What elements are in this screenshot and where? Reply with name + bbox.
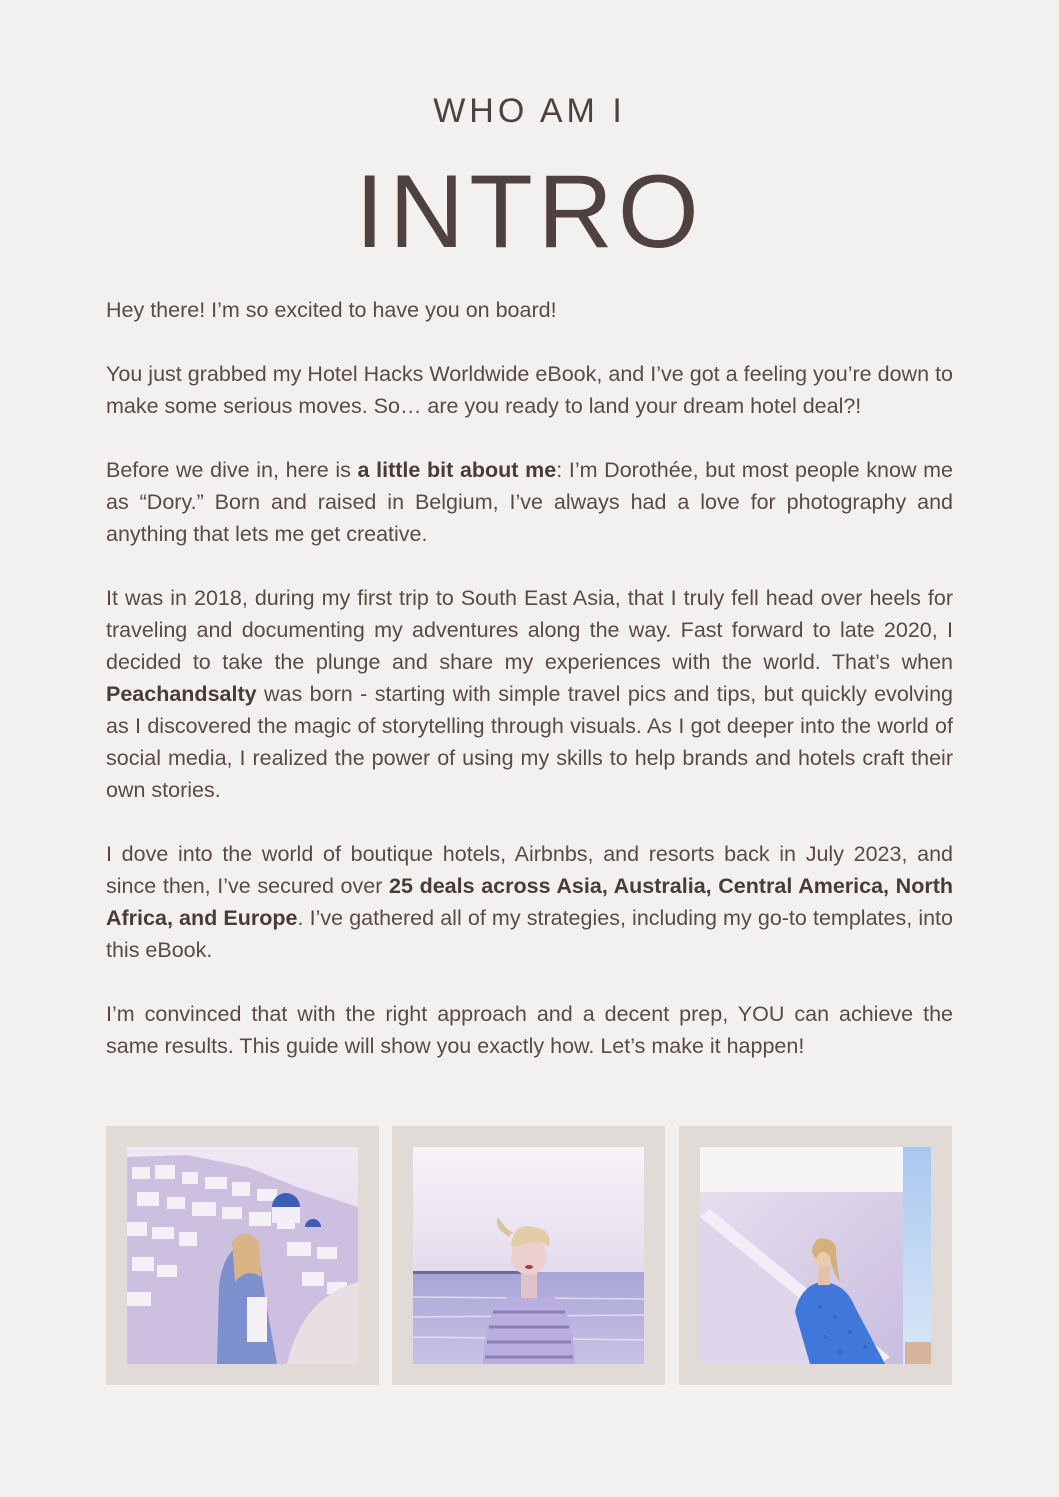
photo-frame-santorini [106,1126,379,1385]
bold-brand-name: Peachandsalty [106,682,257,706]
paragraph-ebook: You just grabbed my Hotel Hacks Worldwide eBook, and I’ve got a feeling you’re down to make some serious moves. So… are you ready to land your dream hotel deal?! [106,362,953,418]
photo-frame-beach [392,1126,665,1385]
photo-frame-white-wall [679,1126,952,1385]
paragraph-story: It was in 2018, during my first trip to South East Asia, that I truly fell head over heels for traveling and documenting my adventures along the way. Fast forward to late 2020, I decided to take the plunge and share my experiences with the world. That’s when Peachandsalty was born - starting with simple travel pics and tips, but quickly evolving as I discovered the magic of storytelling through visuals. As I got deeper into the world of social media, I realized the power of using my skills to help brands and hotels craft their own stories. [106,586,953,802]
section-kicker: WHO AM I [433,92,626,130]
paragraph-about-me: Before we dive in, here is a little bit about me: I’m Dorothée, but most people know me as “Dory.” Born and raised in Belgium, I’ve always had a love for photography and anything that lets me get creative. [106,458,954,546]
paragraph-deals: I dove into the world of boutique hotels, Airbnbs, and resorts back in July 2023, and since then, I’ve secured over 25 deals across Asia, Australia, Central America, North Africa, and Europe. I’ve gathered all of my strategies, including my go-to templates, into this eBook. [106,842,953,962]
paragraph-closing: I’m convinced that with the right approach and a decent prep, YOU can achieve the same results. This guide will show you exactly how. Let’s make it happen! [106,1002,953,1058]
bold-deals: 25 deals across Asia, Australia, Central America, North Africa, and Europe [106,874,953,930]
intro-text [106,294,953,1094]
bold-about-me: a little bit about me [357,458,557,482]
page-title: INTRO [355,154,704,270]
paragraph-greeting: Hey there! I’m so excited to have you on board! [106,298,557,322]
photo-beach [413,1147,644,1364]
photo-white-wall [700,1147,931,1364]
photo-santorini [127,1147,358,1364]
